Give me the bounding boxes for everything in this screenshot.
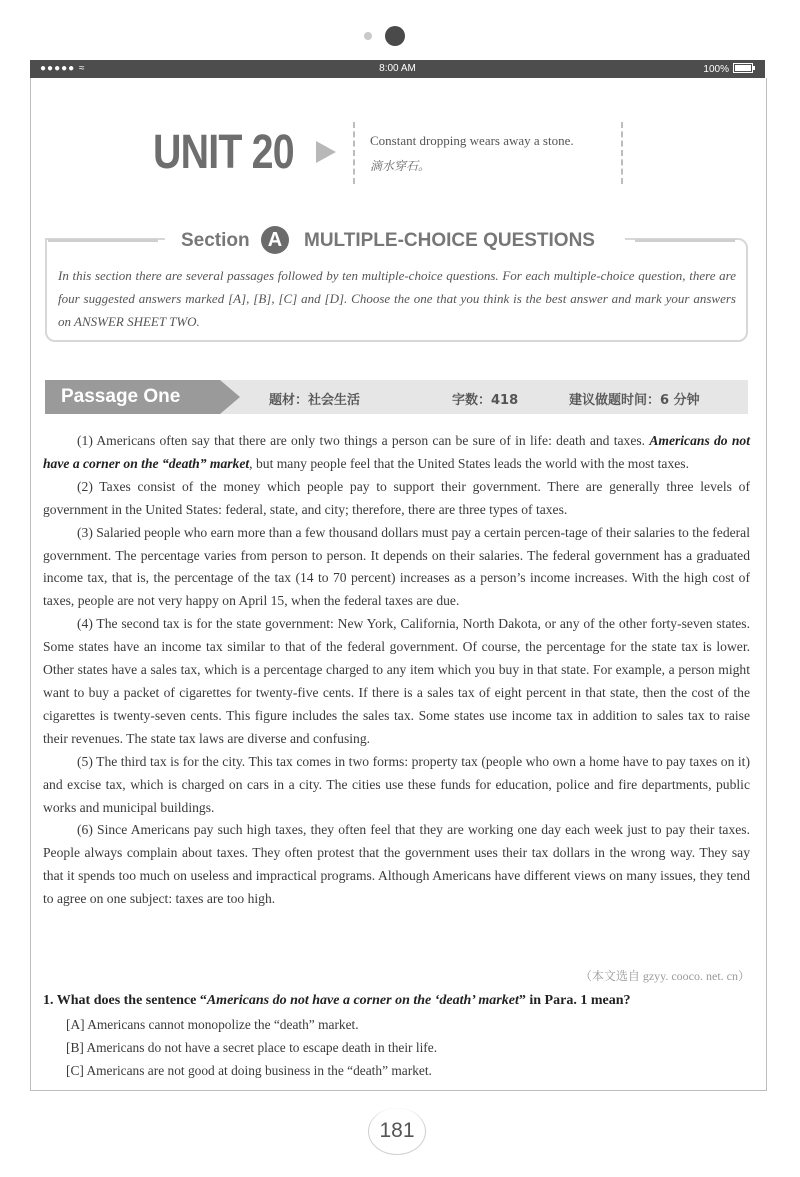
- section-rule-right: [635, 239, 735, 242]
- paragraph-2: (2) Taxes consist of the money which people pay to support their government. There are generally three levels of government in the United States: federal, state, and city; therefore, there are three types of taxes.: [43, 478, 750, 517]
- page-number: 181: [368, 1108, 426, 1155]
- option-a[interactable]: [A] Americans cannot monopolize the “death” market.: [66, 1017, 359, 1032]
- signal-indicator: ●●●●● ≈: [40, 63, 86, 74]
- battery-percent: 100%: [703, 64, 729, 75]
- camera-lens: [385, 26, 405, 46]
- paragraph-1-intro: (1) Americans often say that there are only two things a person can be sure of in life: death and taxes.: [77, 433, 650, 448]
- camera-sensor-dot: [364, 32, 372, 40]
- question-1-suffix: ” in Para. 1 mean?: [518, 993, 631, 1008]
- quote-divider-right: [621, 122, 623, 184]
- unit-quote-chinese: 滴水穿石。: [370, 159, 431, 173]
- status-time: 8:00 AM: [379, 63, 416, 74]
- question-1-quote: Americans do not have a corner on the ‘death’ market: [206, 993, 519, 1008]
- battery-indicator: [703, 63, 753, 75]
- section-letter-badge: A: [261, 226, 289, 254]
- option-c[interactable]: [C] Americans are not good at doing business in the “death” market.: [66, 1063, 432, 1078]
- battery-icon: [733, 63, 753, 73]
- play-arrow-icon: [316, 141, 336, 163]
- passage-word-count: 字数：418: [452, 393, 519, 408]
- paragraph-3: (3) Salaried people who earn more than a few thousand dollars must pay a certain percen-tage of their salaries to the federal government. The percentage varies from person to person. It depends on their salaries. The federal government has a graduated income tax, that is, the percentage of the tax (14 to 70 percent) increases as a person’s income increases. With the high cost of taxes, people are not very happy on April 15, when the federal taxes are due.: [43, 524, 750, 609]
- passage-source: （本文选自 gzyy. cooco. net. cn）: [579, 969, 750, 983]
- quote-divider-left: [353, 122, 355, 184]
- unit-title: UNIT 20: [153, 126, 294, 179]
- passage-time-suggestion: 建议做题时间：6 分钟: [569, 393, 700, 408]
- question-1: [43, 993, 630, 1009]
- passage-title: Passage One: [61, 386, 181, 407]
- passage-body: [43, 430, 750, 911]
- paragraph-5: (5) The third tax is for the city. This tax comes in two forms: property tax (people who own a home have to pay taxes on it) and excise tax, which is charged on cars in a city. The cities use these funds for education, police and fire departments, public works and municipal buildings.: [43, 753, 750, 815]
- paragraph-1-emphasis: Americans do not have a corner on the “death” market: [43, 433, 750, 471]
- section-title: MULTIPLE-CHOICE QUESTIONS: [304, 230, 595, 251]
- paragraph-6: (6) Since Americans pay such high taxes, they often feel that they are working one day each week just to pay their taxes. People always complain about taxes. They often protest that the government uses their tax dollars in the wrong way. They say that it spends too much on useless and impractical programs. Although Americans have different views on many issues, they tend to agree on one subject: taxes are too high.: [43, 822, 750, 907]
- section-rule-left: [48, 239, 158, 242]
- paragraph-1: [43, 430, 750, 476]
- section-heading: [165, 226, 625, 256]
- paragraph-4: (4) The second tax is for the state government: New York, California, North Dakota, or any of the other forty-seven states. Some states have an income tax similar to that of the federal government. Of course, the percentage for the state tax is lower. Other states have a sales tax, which is a percentage charged to any item which you buy in that state. For example, a person might want to buy a packet of cigarettes for twenty-five cents. If there is a sales tax of eight percent in that state, then the cost of the cigarettes is twenty-seven cents. This figure includes the sales tax. Some states use income tax in addition to sales tax to raise their revenues. The state tax laws are diverse and confusing.: [43, 616, 750, 746]
- page-bottom-rule: [30, 1090, 767, 1091]
- unit-quote-english: Constant dropping wears away a stone.: [370, 133, 574, 148]
- question-1-prefix: 1. What does the sentence “: [43, 993, 207, 1008]
- status-bar: [30, 60, 765, 78]
- option-b[interactable]: [B] Americans do not have a secret place to escape death in their life.: [66, 1040, 438, 1055]
- section-instructions: In this section there are several passages followed by ten multiple-choice questions. For each multiple-choice question, there are four suggested answers marked [A], [B], [C] and [D]. Choose the one that you think is the best answer and mark your answers on ANSWER SHEET TWO.: [58, 268, 736, 329]
- section-word: Section: [181, 230, 250, 251]
- paragraph-1-rest: , but many people feel that the United States leads the world with the most taxes.: [249, 455, 689, 471]
- passage-topic: 题材：社会生活: [269, 393, 361, 408]
